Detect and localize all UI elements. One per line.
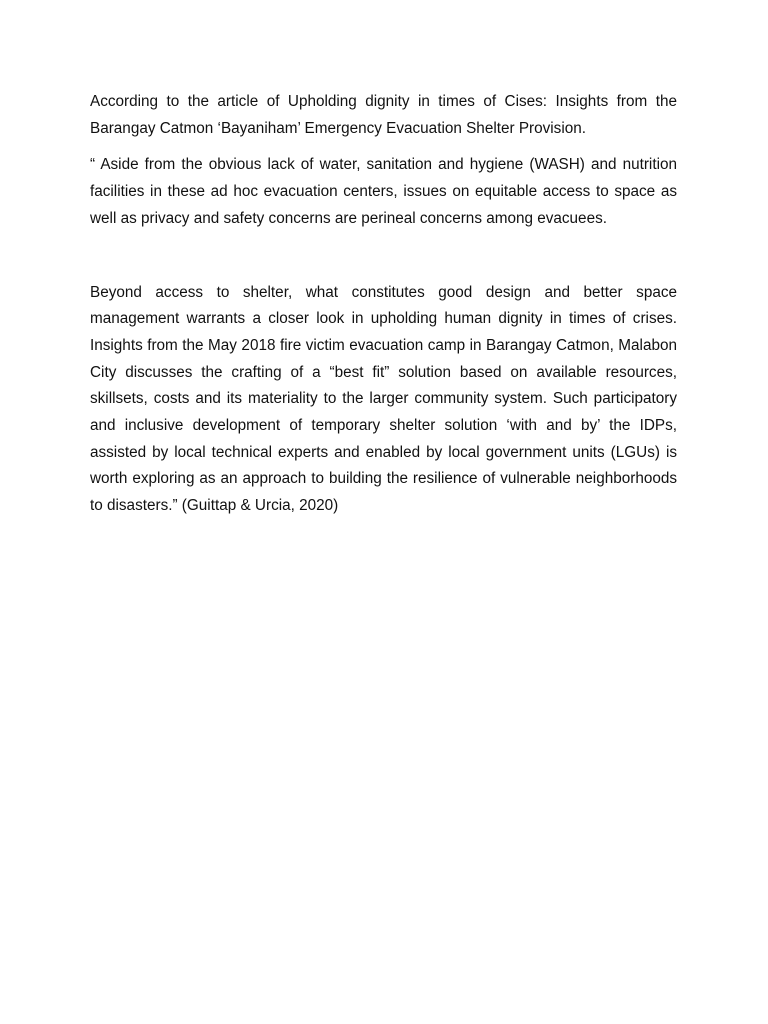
quote-body-paragraph: Beyond access to shelter, what constitutes good design and better space management warrants a closer look in upholding human dignity in times of crises. Insights from the May 2018 fire victim evacuation camp in Barangay Catmon, Malabon City discusses the crafting of a “best fit” solution based on available resources, skillsets, costs and its materiality to the larger community system. Such participatory and inclusive development of temporary shelter solution ‘with and by’ the IDPs, assisted by local technical experts and enabled by local government units (LGUs) is worth exploring as an approach to building the resilience of vulnerable neighborhoods to disasters.” (Guittap & Urcia, 2020)	[90, 283, 677, 515]
intro-paragraph: According to the article of Upholding dignity in times of Cises: Insights from the Barangay Catmon ‘Bayaniham’ Emergency Evacuation Shelter Provision.	[90, 93, 677, 137]
document-body	[90, 89, 677, 520]
quote-opening-paragraph: “ Aside from the obvious lack of water, sanitation and hygiene (WASH) and nutrition facilities in these ad hoc evacuation centers, issues on equitable access to space as well as privacy and safety concerns are perineal concerns among evacuees.	[90, 156, 677, 227]
